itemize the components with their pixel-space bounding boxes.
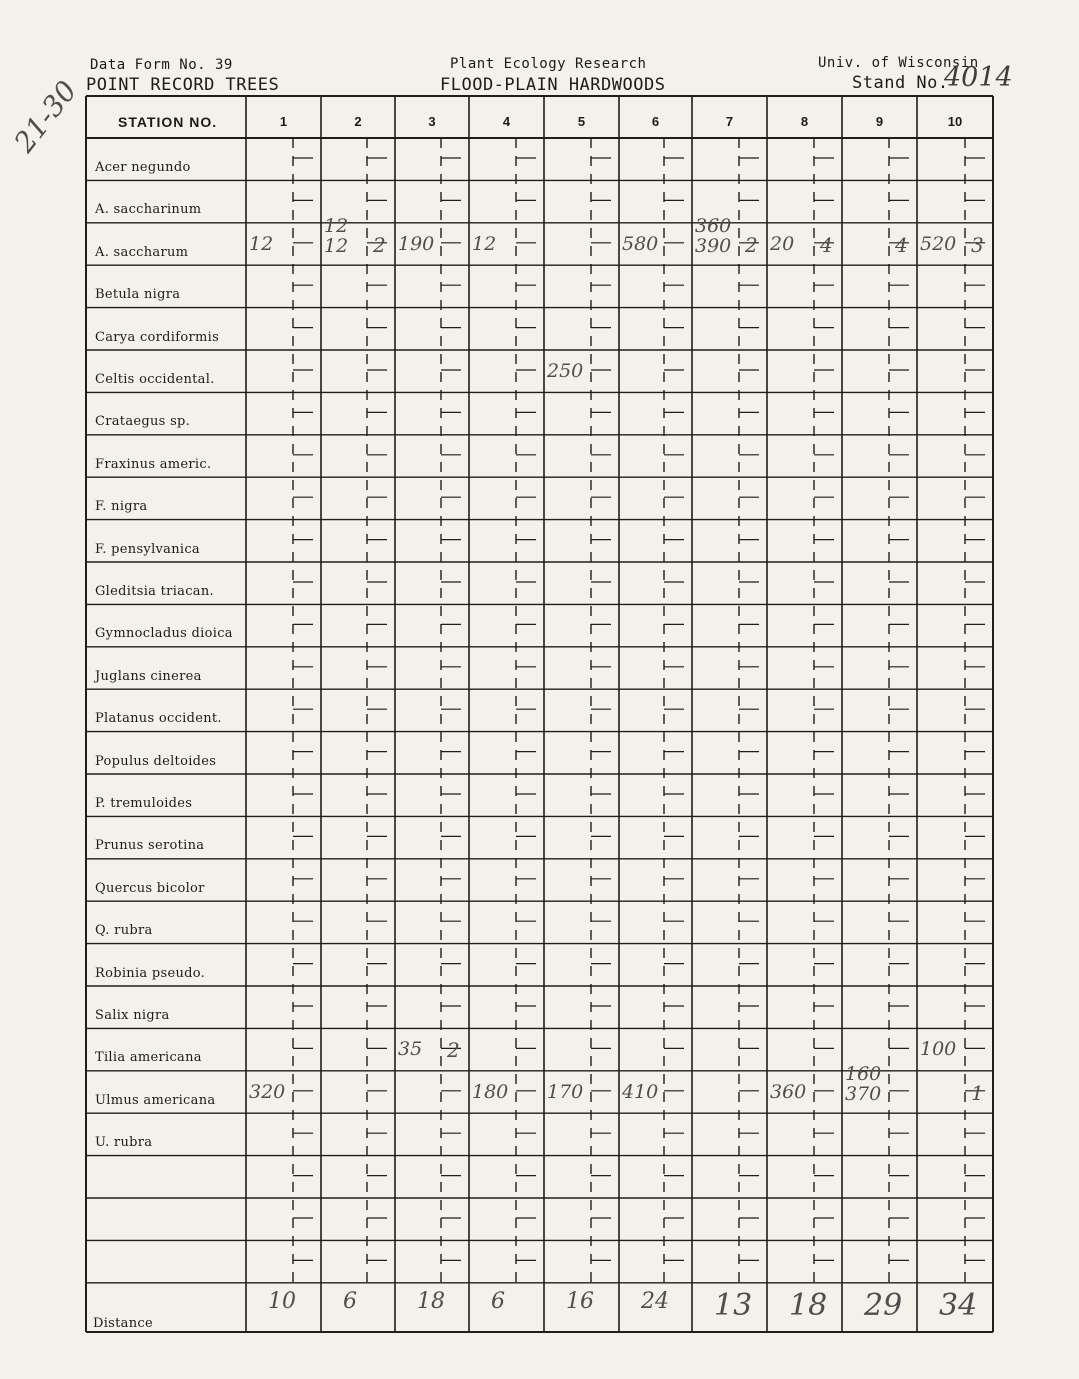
species-label: A. saccharinum (95, 202, 202, 218)
station-header-8: 8 (800, 114, 809, 129)
research-label: Plant Ecology Research (450, 56, 647, 72)
distance-value: 18 (417, 1288, 445, 1314)
species-label: Celtis occidental. (95, 372, 215, 387)
handwritten-entry: 170 (547, 1080, 584, 1103)
handwritten-entry: 520 (920, 232, 957, 255)
handwritten-entry: 35 (398, 1038, 423, 1061)
station-number-header: STATION NO. (118, 114, 218, 130)
species-label: Crataegus sp. (95, 414, 191, 430)
handwritten-entry: 4 (820, 232, 833, 257)
distance-value: 6 (491, 1288, 505, 1314)
distance-value: 10 (268, 1288, 296, 1314)
station-header-1: 1 (279, 114, 288, 129)
species-label: Prunus serotina (95, 838, 205, 854)
distance-value: 6 (343, 1288, 357, 1314)
station-header-6: 6 (651, 114, 660, 129)
species-label: Gleditsia triacan. (95, 584, 214, 599)
station-header-5: 5 (577, 114, 586, 129)
handwritten-entry: 1 (971, 1080, 984, 1105)
distance-value: 34 (939, 1287, 978, 1323)
handwritten-entry: 190 (398, 232, 435, 255)
species-label: Tilia americana (95, 1050, 202, 1066)
species-label: Q. rubra (95, 923, 153, 939)
handwritten-entry: 12 (324, 234, 349, 257)
species-label: Quercus bicolor (95, 880, 205, 896)
distance-value: 13 (714, 1287, 753, 1323)
handwritten-entry: 370 (845, 1082, 882, 1105)
species-label: P. tremuloides (95, 796, 193, 811)
handwritten-entry: 2 (447, 1038, 460, 1063)
handwritten-entry: 4 (895, 232, 908, 257)
handwritten-entry: 100 (920, 1038, 957, 1061)
handwritten-entry: 12 (249, 232, 274, 255)
handwritten-entry: 410 (622, 1080, 659, 1103)
handwritten-entry: 2 (373, 232, 386, 257)
handwritten-entry: 12 (472, 232, 497, 255)
habitat-title: FLOOD-PLAIN HARDWOODS (440, 75, 666, 95)
station-header-2: 2 (354, 114, 362, 129)
handwritten-entry: 580 (622, 232, 659, 255)
stand-number-label: Stand No. (852, 73, 949, 93)
species-label: Robinia pseudo. (95, 965, 206, 981)
species-label: F. pensylvanica (95, 541, 200, 557)
species-label: A. saccharum (95, 244, 189, 260)
species-label: U. rubra (95, 1135, 153, 1151)
station-header-4: 4 (502, 114, 511, 129)
species-label: Juglans cinerea (95, 668, 202, 684)
distance-value: 24 (641, 1288, 669, 1314)
stand-number-value: 4014 (944, 62, 1013, 93)
handwritten-entry: 360 (695, 214, 732, 237)
species-label: Populus deltoides (95, 753, 217, 769)
species-label: Gymnocladus dioica (95, 626, 233, 642)
handwritten-entry: 320 (249, 1080, 286, 1103)
margin-annotation: 21-30 (7, 74, 84, 159)
handwritten-entry: 3 (971, 232, 984, 257)
handwritten-entry: 250 (547, 360, 584, 382)
species-label: F. nigra (95, 499, 148, 515)
station-header-9: 9 (875, 114, 884, 129)
species-label: Ulmus americana (95, 1092, 216, 1108)
handwritten-entry: 390 (695, 234, 732, 257)
distance-value: 16 (566, 1288, 594, 1314)
station-header-10: 10 (947, 114, 963, 129)
form-title: POINT RECORD TREES (86, 75, 280, 95)
species-label: Carya cordiformis (95, 329, 220, 345)
handwritten-entry: 160 (845, 1062, 882, 1085)
distance-label: Distance (93, 1316, 153, 1331)
species-label: Acer negundo (95, 160, 191, 175)
form-number: Data Form No. 39 (90, 57, 233, 73)
station-header-3: 3 (428, 114, 436, 129)
handwritten-entry: 180 (472, 1080, 509, 1103)
handwritten-entry: 2 (745, 232, 758, 257)
species-label: Betula nigra (95, 287, 181, 303)
handwritten-entry: 12 (324, 214, 349, 237)
species-label: Salix nigra (95, 1008, 170, 1023)
species-label: Platanus occident. (95, 711, 222, 727)
handwritten-entry: 360 (770, 1080, 807, 1103)
distance-value: 29 (864, 1287, 903, 1323)
handwritten-entry: 20 (770, 232, 795, 255)
distance-value: 18 (789, 1287, 828, 1323)
university-label: Univ. of Wisconsin (818, 55, 979, 71)
station-header-7: 7 (725, 114, 734, 129)
species-label: Fraxinus americ. (95, 456, 212, 472)
